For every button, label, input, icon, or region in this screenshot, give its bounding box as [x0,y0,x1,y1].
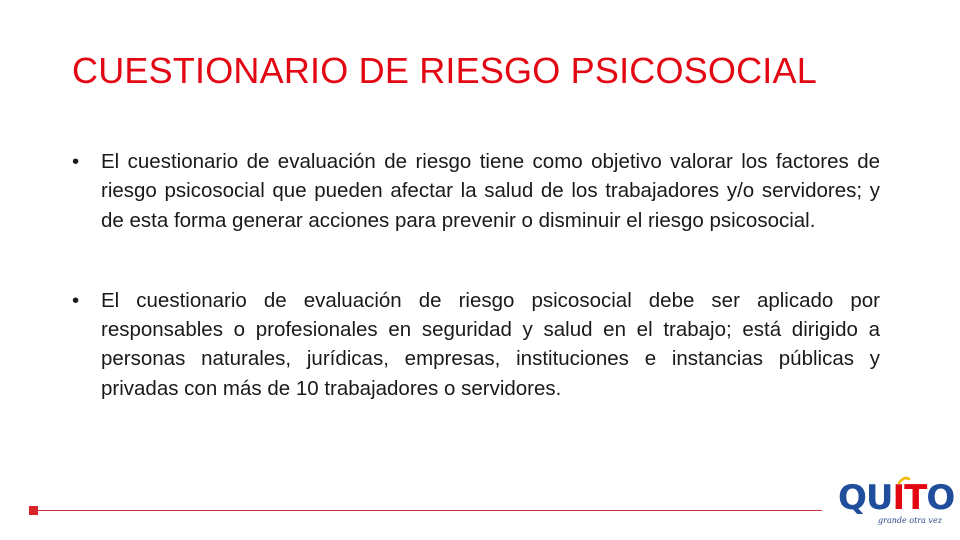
logo-accent-mark [898,476,910,484]
bullet-item [72,147,880,235]
bullet-text: El cuestionario de evaluación de riesgo tiene como objetivo valorar los factores de riesgo psicosocial que pueden afectar la salud de los trabajadores y/o servidores; y de esta forma generar acciones para prevenir o disminuir el riesgo psicosocial. [101,150,880,232]
bullet-item [72,286,880,403]
logo-letter-o: O [926,478,955,518]
bullet-list [72,147,880,403]
logo-wordmark [838,478,954,518]
logo-letter-u: U [865,478,893,518]
logo-letter-q: Q [838,478,866,518]
slide-title: CUESTIONARIO DE RIESGO PSICOSOCIAL [72,50,817,91]
logo-tagline: grande otra vez [878,516,942,525]
logo-letter-t: T [904,478,927,518]
bullet-text: El cuestionario de evaluación de riesgo psicosocial debe ser aplicado por responsables o profesionales en seguridad y salud en el trabajo; está dirigido a personas naturales, jurídicas, empresas, instituciones e instancias públicas y privadas con más de 10 trabajadores o servidores. [101,288,880,400]
logo-letter-i: I [892,478,905,518]
quito-logo [838,478,955,536]
bullet-symbol: • [72,288,80,312]
footer-divider-line [34,510,822,511]
bullet-symbol: • [72,150,80,173]
